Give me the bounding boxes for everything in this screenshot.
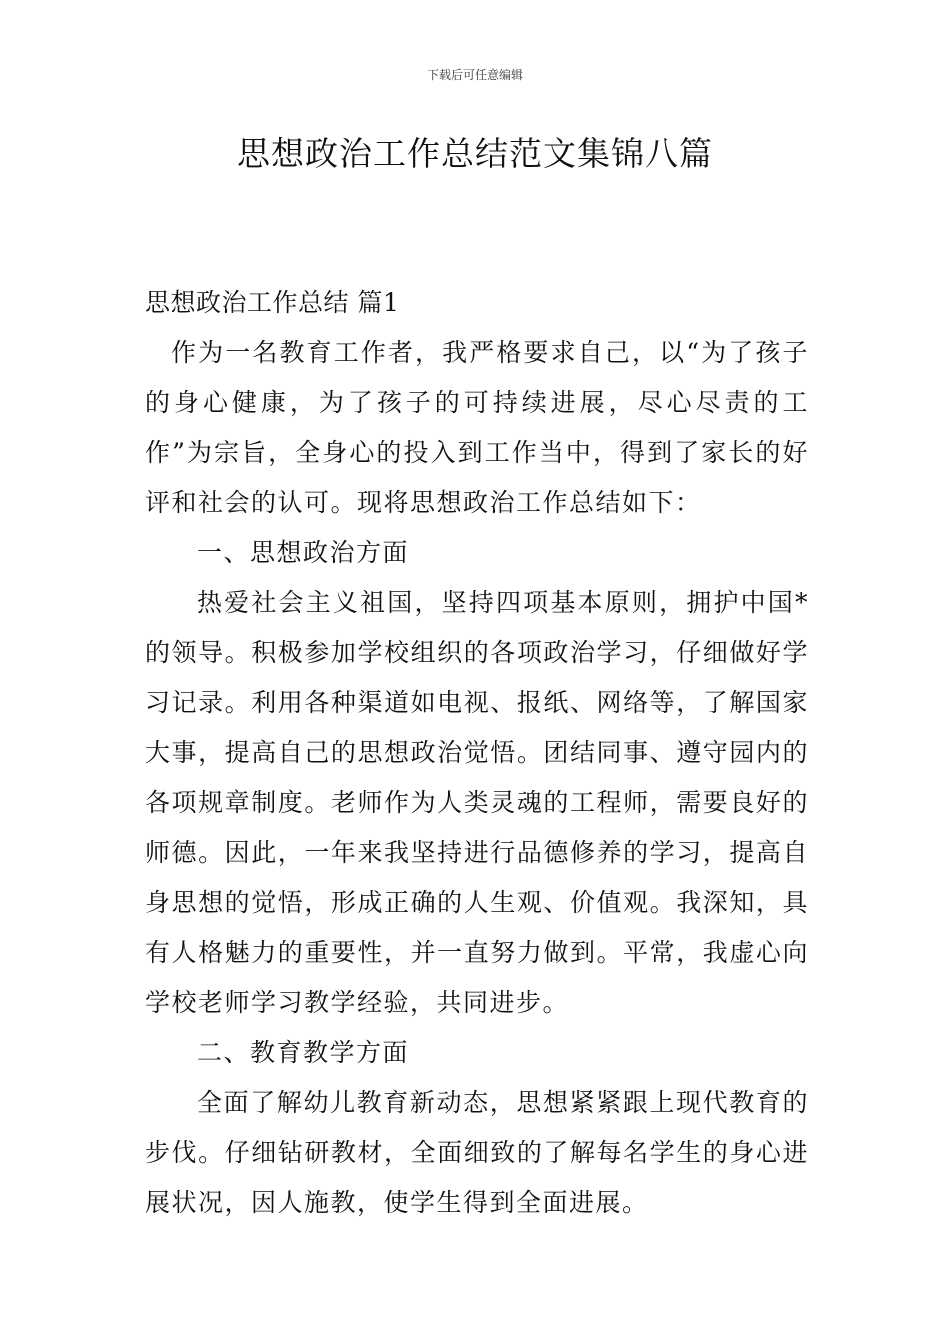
- intro-paragraph: 作为一名教育工作者，我严格要求自己，以“为了孩子的身心健康，为了孩子的可持续进展，尽心尽责的工作”为宗旨，全身心的投入到工作当中，得到了家长的好评和社会的认可。现将思想政治工作总结如下：: [145, 338, 809, 517]
- heading-teaching: 二、教育教学方面: [197, 1038, 410, 1067]
- document-title: 思想政治工作总结范文集锦八篇: [237, 134, 713, 173]
- heading-political: 一、思想政治方面: [197, 538, 410, 567]
- section-title: 思想政治工作总结 篇1: [145, 288, 400, 317]
- paragraph-teaching: 全面了解幼儿教育新动态，思想紧紧跟上现代教育的步伐。仔细钻研教材，全面细致的了解每名学生的身心进展状况，因人施教，使学生得到全面进展。: [145, 1088, 809, 1217]
- paragraph-political: 热爱社会主义祖国，坚持四项基本原则，拥护中国*的领导。积极参加学校组织的各项政治学习，仔细做好学习记录。利用各种渠道如电视、报纸、网络等，了解国家大事，提高自己的思想政治觉悟。团结同事、遵守园内的各项规章制度。老师作为人类灵魂的工程师，需要良好的师德。因此，一年来我坚持进行品德修养的学习，提高自身思想的觉悟，形成正确的人生观、价值观。我深知，具有人格魅力的重要性，并一直努力做到。平常，我虚心向学校老师学习教学经验，共同进步。: [145, 588, 809, 1017]
- document-body: [145, 278, 809, 1228]
- header-note: 下载后可任意编辑: [426, 68, 523, 82]
